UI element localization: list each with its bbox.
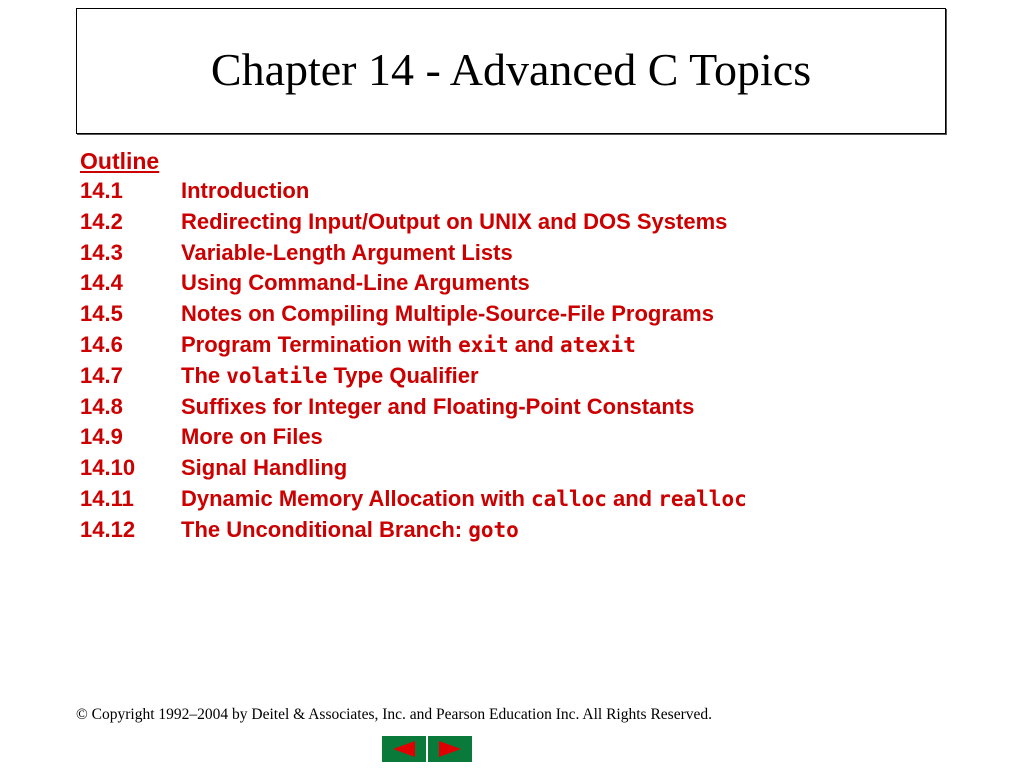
section-title-text: Program Termination with: [181, 331, 459, 357]
outline-item: [80, 176, 980, 207]
outline-item: [80, 268, 980, 299]
section-title: [181, 268, 530, 299]
outline-list: [80, 176, 980, 546]
code-keyword: atexit: [559, 332, 636, 357]
outline-heading: Outline: [80, 148, 160, 174]
outline-item: [80, 422, 980, 453]
section-title: [181, 515, 519, 546]
outline-item: [80, 207, 980, 238]
section-title: [181, 484, 747, 515]
section-number: 14.7: [80, 362, 123, 388]
section-title-text: Signal Handling: [181, 455, 348, 481]
code-keyword: exit: [458, 332, 509, 357]
section-title: [181, 361, 479, 392]
triangle-left-icon: [389, 739, 419, 759]
copyright-notice: © Copyright 1992–2004 by Deitel & Associates, Inc. and Pearson Education Inc. All Rights Reserved.: [76, 706, 712, 723]
section-number: 14.3: [80, 239, 123, 265]
section-title-text: and: [606, 485, 659, 511]
outline-item: [80, 330, 980, 361]
outline: [80, 146, 980, 546]
previous-slide-button[interactable]: [382, 736, 426, 762]
outline-item: [80, 361, 980, 392]
section-number: 14.4: [80, 270, 123, 296]
section-title-text: Dynamic Memory Allocation with: [181, 485, 532, 511]
next-slide-button[interactable]: [428, 736, 472, 762]
section-title-text: Type Qualifier: [327, 362, 479, 388]
section-number: 14.6: [80, 331, 123, 357]
code-keyword: goto: [468, 517, 519, 542]
code-keyword: realloc: [658, 486, 747, 511]
section-title: [181, 330, 636, 361]
code-keyword: volatile: [226, 363, 328, 388]
section-number: 14.12: [80, 516, 136, 542]
section-title-text: and: [508, 331, 560, 357]
section-number: 14.10: [80, 455, 136, 481]
outline-item: [80, 299, 980, 330]
title-box: [76, 8, 946, 134]
outline-item: [80, 515, 980, 546]
section-title-text: Suffixes for Integer and Floating-Point Constants: [181, 393, 695, 419]
outline-item: [80, 392, 980, 423]
section-title-text: The Unconditional Branch:: [181, 516, 469, 542]
section-title: [181, 422, 323, 453]
section-title-text: Redirecting Input/Output on UNIX and DOS Systems: [181, 208, 728, 234]
section-title-text: Introduction: [181, 178, 310, 203]
section-title-text: Variable-Length Argument Lists: [181, 239, 513, 265]
section-number: 14.1: [80, 178, 123, 203]
section-title-text: Using Command-Line Arguments: [181, 270, 530, 296]
outline-item: [80, 484, 980, 515]
section-title-text: The: [181, 362, 227, 388]
section-number: 14.5: [80, 301, 123, 327]
triangle-right-icon: [435, 739, 465, 759]
section-title: [181, 453, 347, 484]
slide-title: Chapter 14 - Advanced C Topics: [210, 43, 812, 95]
outline-item: [80, 238, 980, 269]
outline-item: [80, 453, 980, 484]
section-number: 14.2: [80, 208, 123, 234]
section-title: [181, 176, 309, 207]
section-title: [181, 238, 513, 269]
section-number: 14.8: [80, 393, 123, 419]
section-title-text: Notes on Compiling Multiple-Source-File Programs: [181, 301, 714, 327]
code-keyword: calloc: [531, 486, 607, 511]
section-title: [181, 299, 714, 330]
section-title: [181, 392, 694, 423]
section-number: 14.9: [80, 424, 123, 450]
section-title-text: More on Files: [181, 424, 323, 450]
section-title: [181, 207, 727, 238]
section-number: 14.11: [80, 485, 134, 511]
